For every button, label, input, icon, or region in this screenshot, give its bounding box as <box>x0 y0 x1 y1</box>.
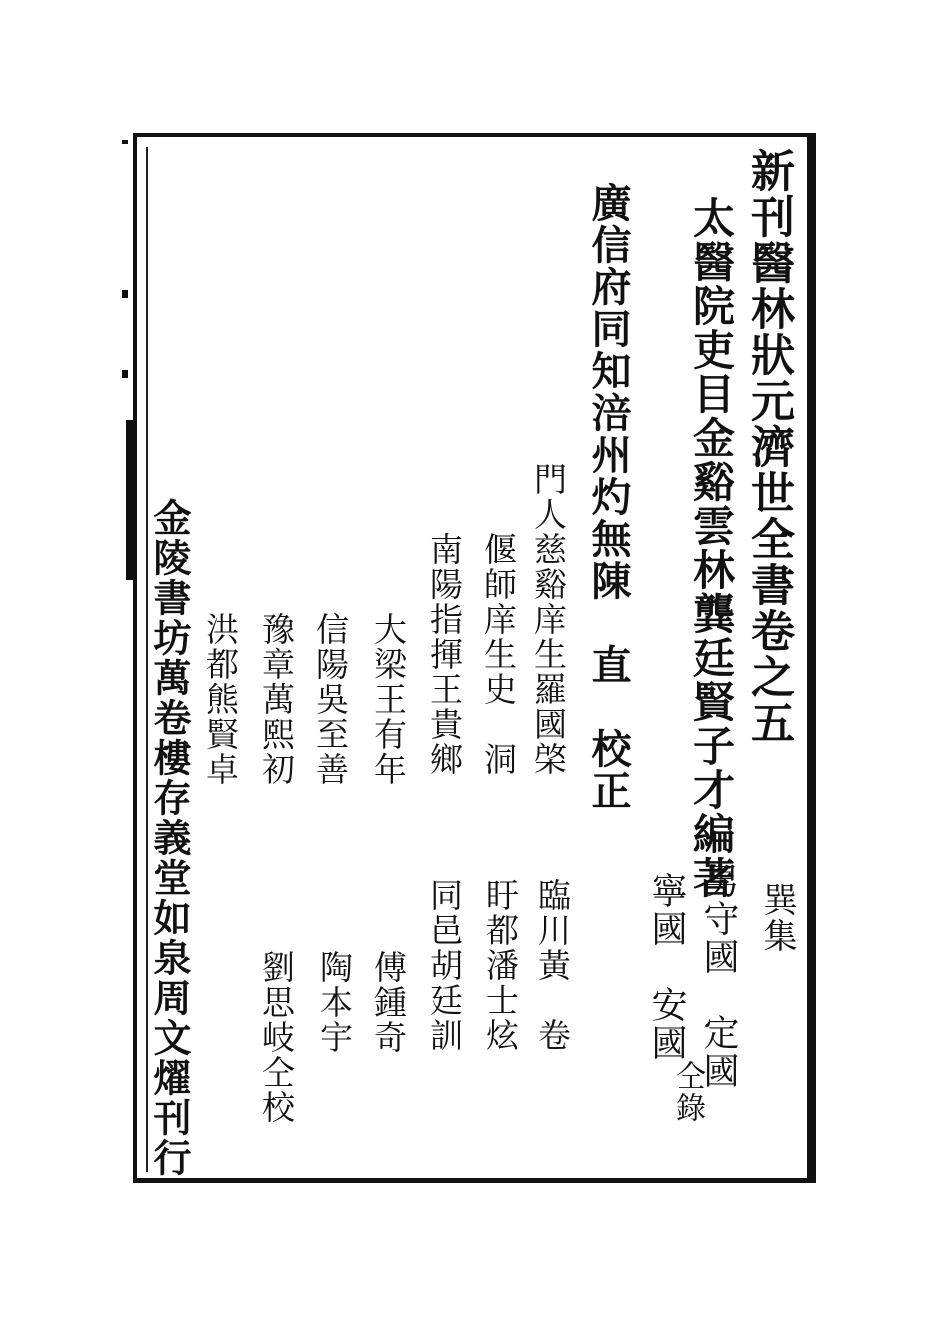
collator-7-name: 洪都熊賢卓 <box>201 612 240 787</box>
volume-title: 新刊醫林狀元濟世全書卷之五 <box>743 148 794 746</box>
collator-3-partner: 同邑胡廷訓 <box>425 878 464 1053</box>
collator-2-partner: 盱都潘士炫 <box>481 878 520 1053</box>
sons-line-1: 男守國 定國 <box>698 862 739 1090</box>
page-margin-marks <box>118 140 134 590</box>
sons-role: 仝錄 <box>670 1060 705 1124</box>
collator-3-name: 南陽指揮王貴鄉 <box>425 532 464 777</box>
sons-line-2: 寧國 安國 <box>646 872 687 1062</box>
collator-1-partner: 臨川黃 卷 <box>533 878 572 1053</box>
collator-4-partner: 傅鍾奇 <box>369 950 408 1055</box>
collator-6-partner: 劉思岐仝校 <box>257 950 296 1125</box>
collator-2-name: 偃師庠生史 洞 <box>479 532 518 777</box>
collator-1-name: 門人慈谿庠生羅國棨 <box>529 462 568 777</box>
collator-6-name: 豫章萬熙初 <box>257 612 296 787</box>
compiler-line: 太醫院吏目金谿雲林龔廷賢子才編著 <box>687 196 736 900</box>
supervisor-line: 廣信府同知涪州灼無陳 直 校正 <box>585 182 632 812</box>
collection-mark: 巽集 <box>757 882 797 954</box>
publisher-line: 金陵書坊萬卷樓存義堂如泉周文燿刊行 <box>147 498 192 1178</box>
collator-5-partner: 陶本宇 <box>315 950 354 1055</box>
collator-5-name: 信陽吳至善 <box>311 612 350 787</box>
collator-4-name: 大梁王有年 <box>369 612 408 787</box>
